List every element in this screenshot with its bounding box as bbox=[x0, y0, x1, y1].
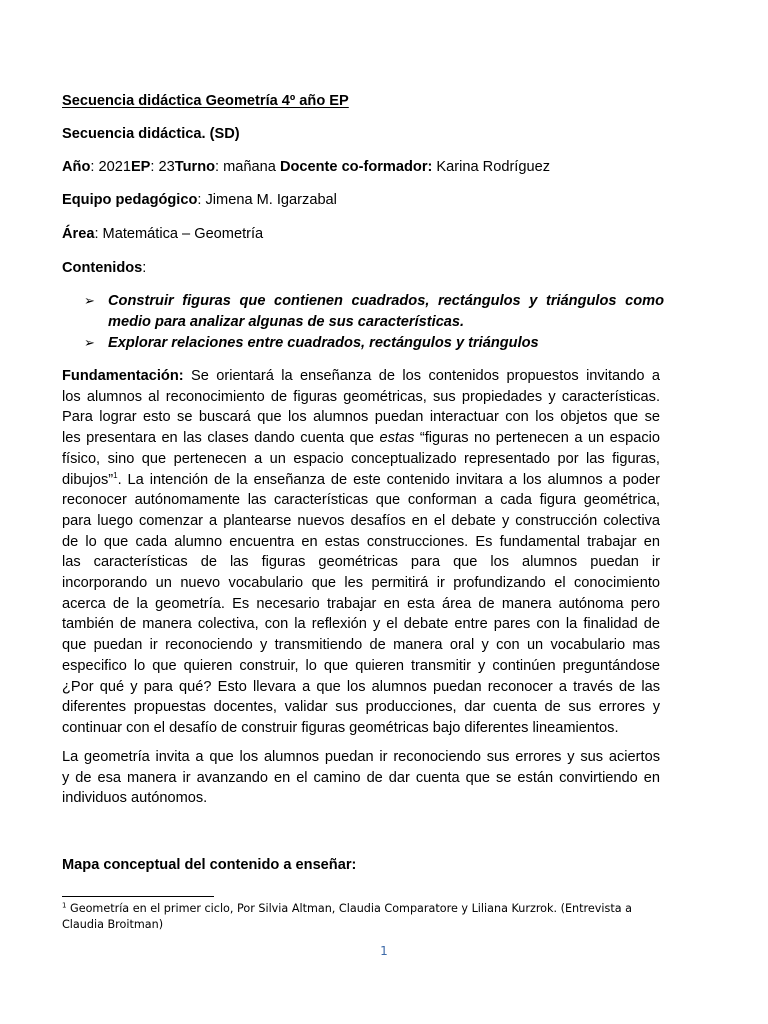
geometria-paragraph bbox=[62, 747, 660, 809]
paragraph-line: de lo que cada alumno encuentra en estas construcciones. Es fundamental trabajar en bbox=[62, 533, 660, 550]
ep-value: : 23 bbox=[150, 159, 175, 175]
paragraph-line: acerca de la geometría. Es necesario trabajar en esta área de manera autónoma pero bbox=[62, 595, 660, 612]
paragraph-line: diferentes propuestas docentes, validar sus producciones, dar cuenta de sus errores y bbox=[62, 699, 660, 716]
footnote-reference[interactable]: 1 bbox=[113, 470, 118, 480]
paragraph-line: también de manera colectiva, con la reflexión y el debate entre pares con la finalidad de bbox=[62, 616, 660, 633]
mapa-conceptual-heading: Mapa conceptual del contenido a enseñar: bbox=[62, 857, 357, 873]
paragraph-line: los alumnos al reconocimiento de figuras geométricas, sus propiedades y características. bbox=[62, 388, 660, 405]
paragraph-line: La geometría invita a que los alumnos puedan ir reconociendo sus errores y sus aciertos bbox=[62, 749, 660, 765]
page-number: 1 bbox=[380, 944, 388, 958]
contenidos-item bbox=[84, 291, 664, 332]
paragraph-line: Fundamentación: Se orientará la enseñanza de los contenidos propuestos invitando a bbox=[62, 368, 660, 384]
paragraph-line: especifico lo que quieren construir, lo que quieren transmitir y continúen preguntándose bbox=[62, 657, 660, 674]
paragraph-line: que puedan ir reconociendo y transmitiendo de manera oral y con un vocabulario mas bbox=[62, 637, 660, 654]
footnote-number: 1 bbox=[62, 901, 67, 910]
document-subtitle: Secuencia didáctica. (SD) bbox=[62, 126, 240, 142]
info-row-equipo bbox=[62, 190, 337, 210]
turno-value: : mañana bbox=[215, 159, 280, 175]
paragraph-line: dibujos”$^1$. La intención de la enseñanza de este contenido invitara a los alumnos a poder bbox=[62, 470, 660, 488]
paragraph-line: y de esa manera ir avanzando en el camino de dar cuenta que se están convirtiendo en bbox=[62, 769, 660, 786]
area-label: Área bbox=[62, 226, 95, 242]
contenidos-colon: : bbox=[142, 260, 147, 276]
paragraph-line: incorporando un nuevo vocabulario que les permitirá ir profundizando el conocimiento bbox=[62, 575, 660, 592]
info-row-area bbox=[62, 224, 263, 244]
info-row-anio bbox=[62, 157, 550, 177]
paragraph-line: continuar con el desafío de construir figuras geométricas bajo diferentes lineamientos. bbox=[62, 719, 619, 736]
footnote-separator bbox=[62, 896, 214, 897]
contenidos-heading bbox=[62, 258, 146, 278]
paragraph-line: ¿Por qué y para qué? Esto llevara a que los alumnos puedan reconocer a través de las bbox=[62, 678, 660, 695]
contenidos-label: Contenidos bbox=[62, 260, 143, 276]
paragraph-line: individuos autónomos. bbox=[62, 790, 208, 807]
paragraph-line: las características de las figuras geométricas para que los alumnos puedan ir bbox=[62, 554, 660, 571]
estas-italic: estas bbox=[379, 430, 415, 447]
equipo-value: : Jimena M. Igarzabal bbox=[197, 192, 337, 208]
anio-value: : 2021 bbox=[90, 159, 131, 175]
contenidos-item bbox=[84, 333, 664, 354]
contenidos-item-text: Construir figuras que contienen cuadrados, rectángulos y triángulos como medio para analizar algunas de sus características. bbox=[108, 293, 664, 330]
arrow-bullet-icon: ➢ bbox=[84, 293, 95, 308]
ep-label: EP bbox=[130, 159, 151, 175]
turno-label: Turno bbox=[174, 159, 216, 175]
footnote-text: Geometría en el primer ciclo, Por Silvia Altman, Claudia Comparatore y Liliana Kurzrok. (Entrevista a Claudia Broitman) bbox=[62, 902, 632, 931]
fundamentacion-paragraph bbox=[62, 366, 660, 739]
equipo-label: Equipo pedagógico bbox=[62, 192, 198, 208]
docente-value: Karina Rodríguez bbox=[432, 159, 551, 175]
document-title: Secuencia didáctica Geometría 4º año EP bbox=[62, 93, 349, 109]
paragraph-line: reconocer autónomamente las características que conforman a cada figura geométrica, bbox=[62, 492, 660, 509]
contenidos-item-text: Explorar relaciones entre cuadrados, rectángulos y triángulos bbox=[108, 335, 539, 351]
arrow-bullet-icon: ➢ bbox=[84, 335, 95, 350]
anio-label: Año bbox=[62, 159, 91, 175]
fundamentacion-label: Fundamentación: bbox=[62, 368, 184, 384]
paragraph-line: para luego comenzar a plantearse nuevos desafíos en el debate y construcción colectiva bbox=[62, 512, 660, 529]
footnote bbox=[62, 901, 662, 932]
area-value: : Matemática – Geometría bbox=[94, 226, 264, 242]
paragraph-line: físico, sino que pertenecen a un espacio conceptualizado representado por las figuras, bbox=[62, 450, 660, 467]
paragraph-line: les presentara en las clases dando cuenta que estas “figuras no pertenecen a un espacio bbox=[62, 430, 660, 447]
docente-label: Docente co-formador: bbox=[279, 159, 433, 175]
paragraph-line: Para lograr esto se buscará que los alumnos puedan interactuar con los objetos que se bbox=[62, 409, 660, 426]
